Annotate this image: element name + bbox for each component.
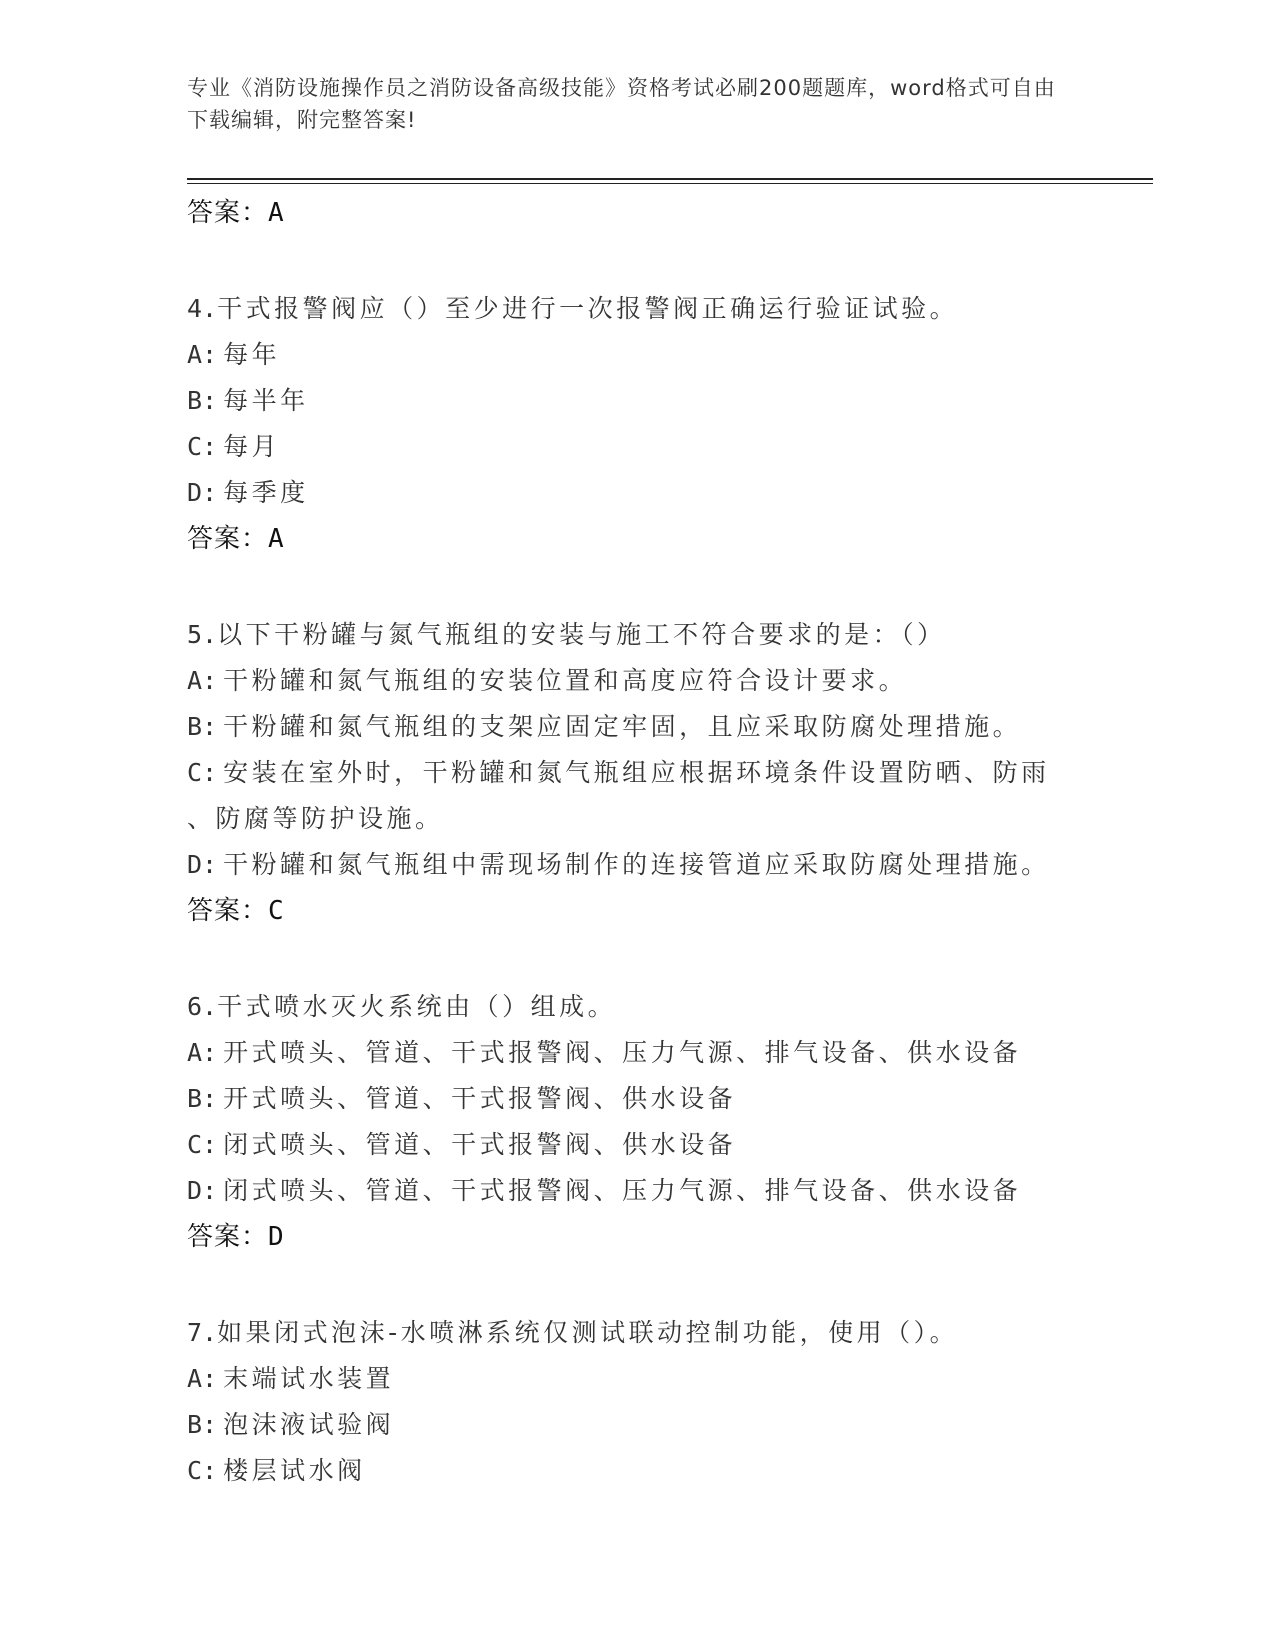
option-letter: C: (187, 1130, 218, 1159)
option-d (187, 1168, 1117, 1214)
option-c (187, 1122, 1117, 1168)
question-number: 7. (187, 1318, 218, 1347)
option-letter: B: (187, 386, 218, 415)
option-a (187, 332, 1117, 378)
answer-line (187, 888, 1117, 934)
option-letter: C: (187, 1456, 218, 1485)
question-block-7 (187, 1310, 1117, 1494)
question-text: 干式喷水灭火系统由（）组成。 (217, 992, 617, 1021)
answer-value: C (268, 896, 285, 926)
option-letter: A: (187, 666, 218, 695)
question-block-6 (187, 984, 1117, 1260)
header-divider-thick (187, 178, 1153, 180)
question-number: 6. (187, 992, 218, 1021)
answer-line (187, 190, 1117, 236)
option-b (187, 1076, 1117, 1122)
answer-label: 答案： (187, 524, 269, 554)
question-text: 干式报警阀应（）至少进行一次报警阀正确运行验证试验。 (217, 294, 959, 323)
answer-line (187, 1214, 1117, 1260)
option-c (187, 424, 1117, 470)
question-text: 如果闭式泡沫-水喷淋系统仅测试联动控制功能，使用（）。 (217, 1318, 959, 1347)
option-a (187, 1030, 1117, 1076)
answer-label: 答案： (187, 198, 269, 228)
option-d (187, 842, 1117, 888)
question-text: 以下干粉罐与氮气瓶组的安装与施工不符合要求的是：（） (217, 620, 946, 649)
option-text: 每月 (223, 432, 281, 461)
question-stem (187, 984, 1117, 1030)
question-number: 5. (187, 620, 218, 649)
document-header: 专业《消防设施操作员之消防设备高级技能》资格考试必刷200题题库，word格式可自由下载编辑，附完整答案! (187, 76, 1056, 132)
option-c-continuation (187, 796, 1117, 842)
option-c (187, 1448, 1117, 1494)
question-stem (187, 286, 1117, 332)
option-text: 每季度 (223, 478, 309, 507)
answer-value: D (268, 1222, 285, 1252)
option-text: 干粉罐和氮气瓶组的支架应固定牢固，且应采取防腐处理措施。 (223, 712, 1022, 741)
question-stem (187, 1310, 1117, 1356)
question-list (187, 190, 1117, 1494)
option-text: 闭式喷头、管道、干式报警阀、供水设备 (223, 1130, 737, 1159)
option-b (187, 704, 1117, 750)
answer-value: A (268, 524, 285, 554)
option-text: 每年 (223, 340, 281, 369)
option-a (187, 658, 1117, 704)
option-b (187, 378, 1117, 424)
question-block-4 (187, 286, 1117, 562)
option-letter: B: (187, 1410, 218, 1439)
option-letter: A: (187, 1364, 218, 1393)
option-d (187, 470, 1117, 516)
option-letter: C: (187, 758, 218, 787)
option-text: 泡沫液试验阀 (223, 1410, 395, 1439)
option-b (187, 1402, 1117, 1448)
option-letter: D: (187, 1176, 218, 1205)
answer-label: 答案： (187, 896, 269, 926)
option-text: 干粉罐和氮气瓶组的安装位置和高度应符合设计要求。 (223, 666, 908, 695)
option-letter: C: (187, 432, 218, 461)
option-text: 干粉罐和氮气瓶组中需现场制作的连接管道应采取防腐处理措施。 (223, 850, 1050, 879)
option-text: 每半年 (223, 386, 309, 415)
question-block-5 (187, 612, 1117, 934)
option-text-continuation: 、防腐等防护设施。 (187, 804, 444, 833)
option-text: 末端试水装置 (223, 1364, 395, 1393)
option-text: 闭式喷头、管道、干式报警阀、压力气源、排气设备、供水设备 (223, 1176, 1022, 1205)
option-letter: D: (187, 850, 218, 879)
answer-value: A (268, 198, 285, 228)
answer-line (187, 516, 1117, 562)
question-stem (187, 612, 1117, 658)
option-text: 开式喷头、管道、干式报警阀、压力气源、排气设备、供水设备 (223, 1038, 1022, 1067)
option-text: 开式喷头、管道、干式报警阀、供水设备 (223, 1084, 737, 1113)
option-text: 安装在室外时，干粉罐和氮气瓶组应根据环境条件设置防晒、防雨 (223, 758, 1050, 787)
option-text: 楼层试水阀 (223, 1456, 366, 1485)
answer-label: 答案： (187, 1222, 269, 1252)
option-a (187, 1356, 1117, 1402)
option-letter: D: (187, 478, 218, 507)
option-letter: A: (187, 1038, 218, 1067)
option-c (187, 750, 1117, 796)
option-letter: A: (187, 340, 218, 369)
header-divider-thin (187, 183, 1153, 184)
question-number: 4. (187, 294, 218, 323)
option-letter: B: (187, 712, 218, 741)
option-letter: B: (187, 1084, 218, 1113)
